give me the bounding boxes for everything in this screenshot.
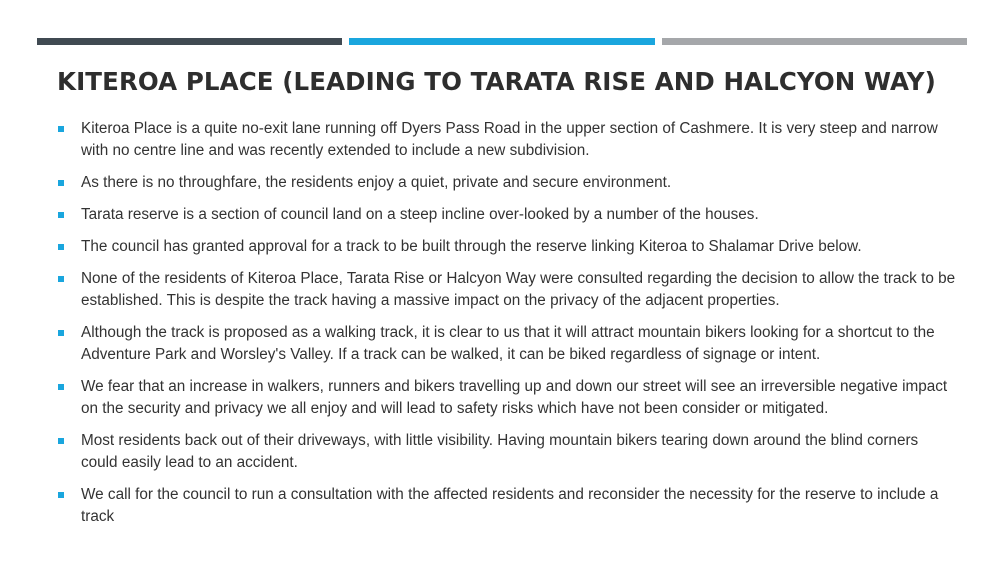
- bullet-item: [57, 322, 957, 366]
- bullet-list: [57, 118, 957, 538]
- bullet-text: As there is no throughfare, the residents enjoy a quiet, private and secure environment.: [81, 174, 672, 191]
- square-bullet-icon: [58, 276, 64, 282]
- accent-bar-blue: [349, 38, 655, 45]
- bullet-item: [57, 172, 957, 194]
- square-bullet-icon: [58, 212, 64, 218]
- square-bullet-icon: [58, 384, 64, 390]
- accent-bar-dark: [37, 38, 342, 45]
- square-bullet-icon: [58, 330, 64, 336]
- bullet-item: [57, 430, 957, 474]
- bullet-item: [57, 204, 957, 226]
- bullet-text: We fear that an increase in walkers, runners and bikers travelling up and down our street will see an irreversible negative impact on the security and privacy we all enjoy and will lead to safety risks which have not been consider or mitigated.: [81, 378, 948, 417]
- header-accent-bars: [37, 38, 967, 45]
- bullet-item: [57, 376, 957, 420]
- square-bullet-icon: [58, 126, 64, 132]
- bullet-item: [57, 268, 957, 312]
- bullet-text: Kiteroa Place is a quite no-exit lane running off Dyers Pass Road in the upper section of Cashmere. It is very steep and narrow with no centre line and was recently extended to include a new subdivision.: [81, 120, 938, 159]
- square-bullet-icon: [58, 438, 64, 444]
- square-bullet-icon: [58, 244, 64, 250]
- bullet-text: Tarata reserve is a section of council land on a steep incline over-looked by a number of the houses.: [81, 206, 759, 223]
- bullet-text: We call for the council to run a consultation with the affected residents and reconsider the necessity for the reserve to include a track: [81, 486, 939, 525]
- bullet-text: The council has granted approval for a track to be built through the reserve linking Kiteroa to Shalamar Drive below.: [81, 238, 862, 255]
- bullet-text: Most residents back out of their driveways, with little visibility. Having mountain bikers tearing down around the blind corners could easily lead to an accident.: [81, 432, 919, 471]
- accent-bar-gray: [662, 38, 967, 45]
- bullet-item: [57, 118, 957, 162]
- bullet-item: [57, 484, 957, 528]
- square-bullet-icon: [58, 180, 64, 186]
- bullet-item: [57, 236, 957, 258]
- slide-title: KITEROA PLACE (LEADING TO TARATA RISE AND HALCYON WAY): [57, 67, 936, 96]
- bullet-text: None of the residents of Kiteroa Place, Tarata Rise or Halcyon Way were consulted regarding the decision to allow the track to be established. This is despite the track having a massive impact on the privacy of the adjacent properties.: [81, 270, 956, 309]
- square-bullet-icon: [58, 492, 64, 498]
- bullet-text: Although the track is proposed as a walking track, it is clear to us that it will attract mountain bikers looking for a shortcut to the Adventure Park and Worsley's Valley. If a track can be walked, it can be biked regardless of signage or intent.: [81, 324, 935, 363]
